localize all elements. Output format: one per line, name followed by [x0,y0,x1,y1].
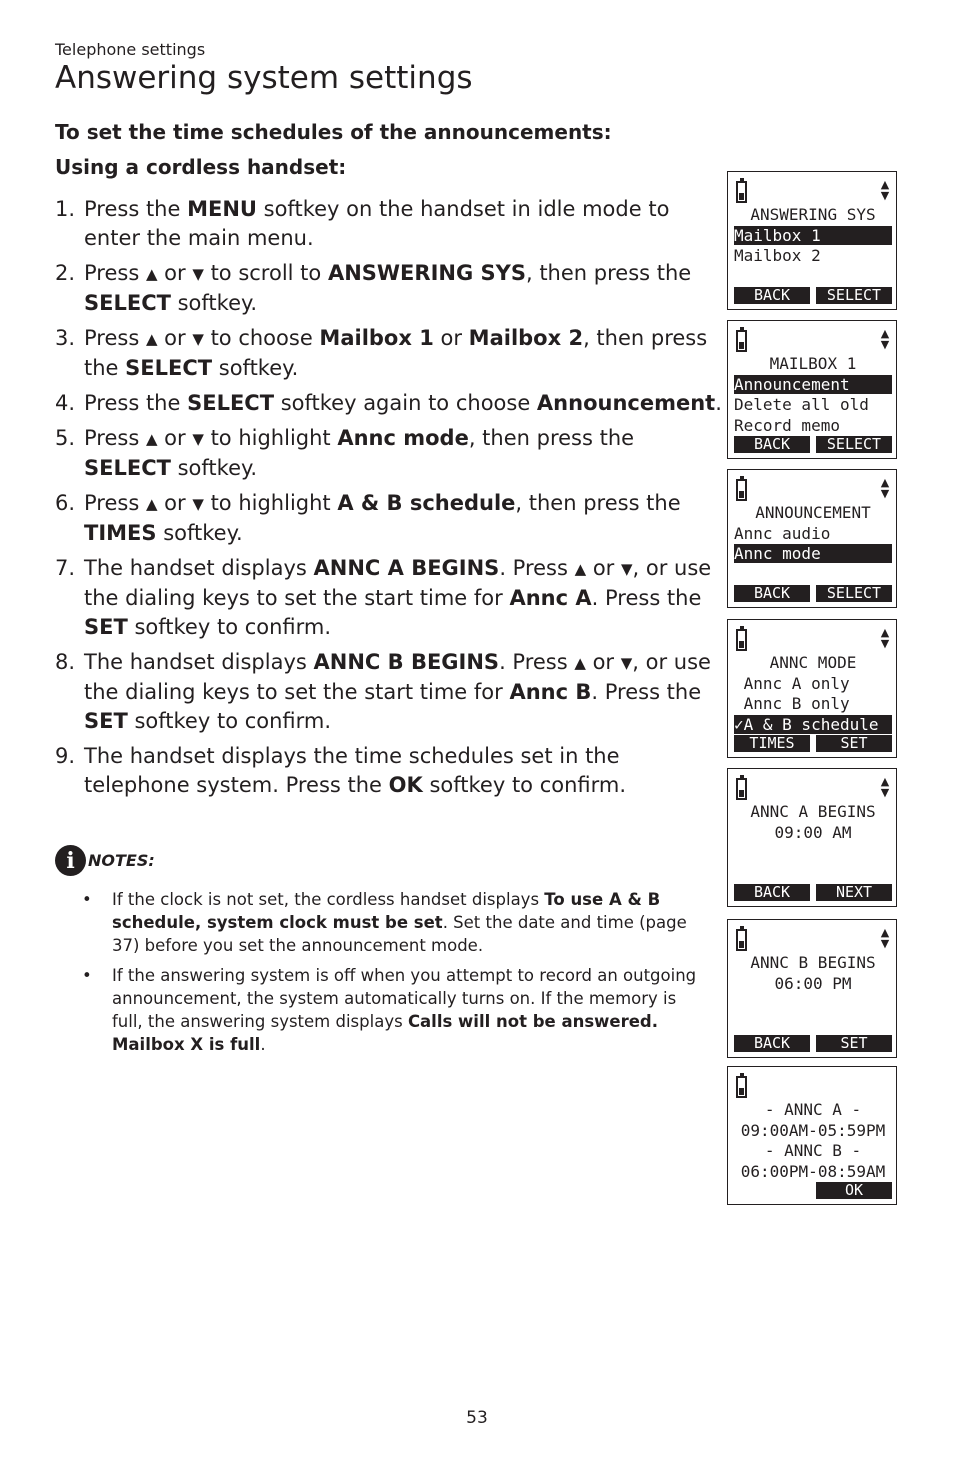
text-run: Press [84,326,146,350]
text-run: The handset displays [84,556,314,580]
bold-term: MENU [187,197,257,221]
screen-line: 06:00 PM [774,974,852,993]
text-run: . Press the [591,586,702,610]
bold-term: OK [388,773,423,797]
text-run: softkey. [156,521,243,545]
step-text [84,742,723,800]
text-run: The handset displays the time schedules set in the telephone system. Press the [84,744,620,797]
text-run: or [433,326,469,350]
screen-line: MAILBOX 1 [769,354,857,373]
handset-screen [727,619,897,758]
screen-line: 09:00AM-05:59PM [740,1121,886,1140]
text-run: to highlight [203,491,338,515]
step-text [84,554,723,642]
up-arrow-icon: ▲ [145,330,158,348]
step-text [84,259,723,318]
down-arrow-icon: ▼ [192,265,204,283]
text-run: . [260,1035,266,1054]
text-run: , then press the [468,426,635,450]
subsection-heading: Using a cordless handset: [55,155,347,179]
screen-line-highlighted: Announcement [734,375,892,394]
screen-line: ANNC A BEGINS [750,802,876,821]
bold-term: ANSWERING SYS [327,261,526,285]
step-text [84,648,723,736]
step-number: 6. [55,491,76,515]
down-arrow-icon: ▼ [620,654,633,672]
page-number: 53 [466,1408,488,1428]
text-run: . Press [499,556,575,580]
note-text [112,964,702,1056]
bold-term: SELECT [84,291,171,315]
text-run: or [157,426,193,450]
scroll-arrows-icon: ▲ ▼ [880,178,890,202]
battery-icon [736,181,747,203]
step-number: 3. [55,326,76,350]
text-run: to choose [203,326,320,350]
handset-screen [727,919,897,1058]
scroll-arrows-icon: ▲ ▼ [880,926,890,950]
right-softkey: SELECT [816,436,892,453]
text-run: Press the [84,197,188,221]
bold-term: Mailbox 2 [468,326,584,350]
text-run: . Press the [591,680,702,704]
text-run: softkey. [212,356,299,380]
down-arrow-icon: ▼ [192,330,204,348]
up-arrow-icon: ▲ [145,430,158,448]
bold-term: Calls will not be answered. Mailbox X is full [112,1012,659,1054]
text-run: to scroll to [203,261,328,285]
screen-line: - ANNC A - [764,1100,862,1119]
scroll-arrows-icon: ▲ ▼ [880,775,890,799]
text-run: . Press [499,650,575,674]
step-text [84,389,723,418]
note-text [112,888,702,957]
bold-term: SET [84,615,128,639]
text-run: The handset displays [84,650,314,674]
notes-header [55,845,155,876]
text-run: , or use the dialing keys to set the start time for [84,650,711,704]
battery-icon [736,778,747,800]
bold-term: SET [84,709,128,733]
step-text [84,195,723,253]
step-item [55,742,723,800]
battery-icon [736,330,747,352]
step-text [84,324,723,383]
bold-term: A & B schedule [337,491,516,515]
bold-term: ANNC A BEGINS [313,556,500,580]
text-run: or [585,650,621,674]
step-number: 8. [55,650,76,674]
screen-line: ANNOUNCEMENT [755,503,871,522]
screen-line: ANNC MODE [769,653,857,672]
down-arrow-icon: ▼ [192,430,204,448]
text-run: softkey. [170,456,258,480]
step-item [55,554,723,642]
text-run: Press the [84,391,188,415]
screen-line: Mailbox 2 [734,246,821,265]
section-heading: To set the time schedules of the announcements: [55,120,612,144]
screen-line-highlighted: Mailbox 1 [734,226,892,245]
text-run: , then press the [84,326,708,380]
step-item [55,259,723,318]
bold-term: Mailbox 1 [319,326,434,350]
bold-term: Annc A [509,586,592,610]
screen-line: ANNC B BEGINS [750,953,876,972]
notes-label: NOTES: [88,851,155,870]
screen-line [734,565,892,584]
right-softkey: SELECT [816,585,892,602]
battery-icon [736,1076,747,1098]
breadcrumb: Telephone settings [55,40,206,59]
bullet-icon: • [82,966,92,985]
text-run: or [157,261,193,285]
text-run: or [157,491,193,515]
right-softkey: NEXT [816,884,892,901]
down-arrow-icon: ▼ [192,495,204,513]
handset-screen [727,768,897,907]
step-item [55,424,723,483]
text-run: If the answering system is off when you attempt to record an outgoing announcement, the system automatically turns on. If the memory is full, the answering system displays [112,966,697,1031]
right-softkey: SET [816,735,892,752]
up-arrow-icon: ▲ [145,495,158,513]
screen-line: - ANNC B - [764,1141,862,1160]
text-run: , then press the [525,261,692,285]
battery-icon [736,479,747,501]
bold-term: SELECT [125,356,213,380]
step-item [55,389,723,418]
text-run: or [157,326,193,350]
handset-screen [727,1066,897,1205]
bold-term: SELECT [84,456,171,480]
battery-icon [736,629,747,651]
screen-line: Annc A only [734,674,850,693]
handset-screen [727,171,897,310]
scroll-arrows-icon: ▲ ▼ [880,626,890,650]
step-number: 2. [55,261,76,285]
screen-line: 09:00 AM [774,823,852,842]
screen-line [734,864,892,883]
screen-line: Delete all old [734,395,869,414]
text-run: softkey to confirm. [127,615,332,639]
step-number: 7. [55,556,76,580]
left-softkey: BACK [734,585,810,602]
text-run: Press [84,426,146,450]
step-text [84,424,723,483]
bold-term: Annc B [509,680,592,704]
text-run: softkey to confirm. [422,773,627,797]
right-softkey: SET [816,1035,892,1052]
screen-line [734,267,892,286]
text-run: , or use the dialing keys to set the start time for [84,556,712,610]
step-number: 9. [55,744,76,768]
text-run: softkey to confirm. [127,709,332,733]
left-softkey: BACK [734,436,810,453]
bold-term: Announcement [536,391,716,415]
info-icon: i [55,845,86,876]
note-item [82,964,702,1056]
screen-line-highlighted: Annc mode [734,544,892,563]
bold-term: Annc mode [337,426,469,450]
step-item [55,648,723,736]
down-arrow-icon: ▼ [621,560,633,578]
up-arrow-icon: ▲ [145,265,158,283]
text-run: softkey again to choose [274,391,537,415]
handset-screen [727,469,897,608]
screen-line [734,1015,892,1034]
screen-line: Annc audio [734,524,831,543]
screen-line [734,994,892,1013]
text-run: Press [84,491,146,515]
right-softkey: SELECT [816,287,892,304]
text-run: . [715,391,722,415]
handset-screen [727,320,897,459]
text-run: If the clock is not set, the cordless handset displays [112,890,545,909]
up-arrow-icon: ▲ [574,560,587,578]
text-run: softkey. [170,291,258,315]
left-softkey: BACK [734,884,810,901]
left-softkey: TIMES [734,735,810,752]
page-title: Answering system settings [55,60,473,96]
scroll-arrows-icon: ▲ ▼ [880,476,890,500]
scroll-arrows-icon: ▲ ▼ [880,327,890,351]
bullet-icon: • [82,890,92,909]
battery-icon [736,929,747,951]
bold-term: SELECT [187,391,275,415]
text-run: Press [84,261,146,285]
screen-line: ANSWERING SYS [750,205,876,224]
text-run: softkey on the handset in idle mode to enter the main menu. [84,197,670,250]
screen-line: Record memo [734,416,840,435]
step-number: 5. [55,426,76,450]
bold-term: ANNC B BEGINS [313,650,500,674]
up-arrow-icon: ▲ [574,654,586,672]
screen-line: Annc B only [734,694,850,713]
step-text [84,489,723,548]
text-run: or [586,556,621,580]
text-run: . Set the date and time (page 37) before you set the announcement mode. [112,913,687,955]
step-item [55,324,723,383]
steps-list [55,195,723,806]
step-number: 4. [55,391,76,415]
screen-line [734,843,892,862]
step-item [55,195,723,253]
notes-list [82,888,702,1063]
screen-line: 06:00PM-08:59AM [740,1162,886,1181]
screen-line-highlighted: ✓A & B schedule [734,715,892,734]
bold-term: To use A & B schedule, system clock must be set [112,890,661,932]
left-softkey: BACK [734,287,810,304]
bold-term: TIMES [84,521,157,545]
step-item [55,489,723,548]
text-run: , then press the [515,491,681,515]
note-item [82,888,702,957]
left-softkey: BACK [734,1035,810,1052]
text-run: to highlight [203,426,338,450]
step-number: 1. [55,197,76,221]
right-softkey: OK [816,1182,892,1199]
